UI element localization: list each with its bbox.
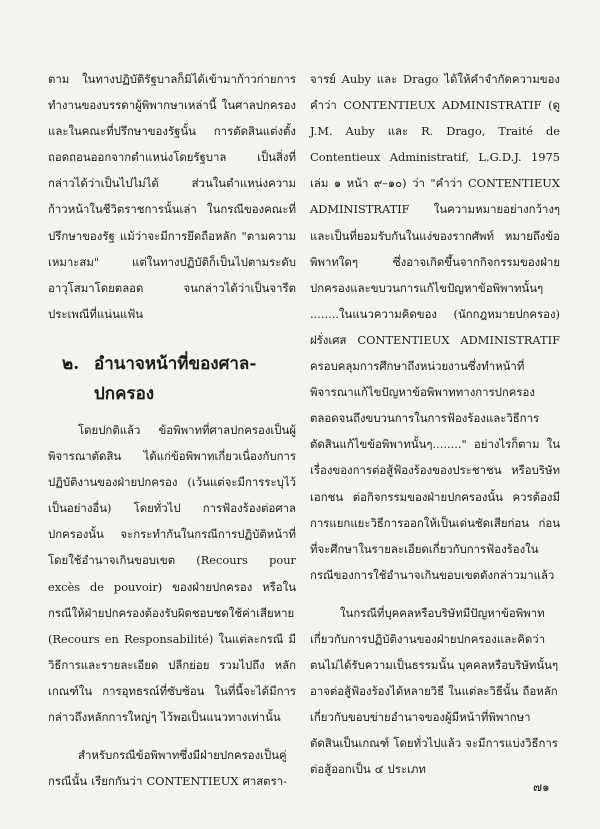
section-title-line1: อำนาจหน้าที่ของศาล-	[94, 353, 257, 374]
section-number: ๒.	[62, 353, 80, 374]
body-paragraph: จารย์ Auby และ Drago ได้ให้คำจำกัดความของคำว่า CONTENTIEUX ADMINISTRATIF (ดู J.M. Auby และ R. Drago, Traité de Contentieux Administratif, L.G.D.J. 1975 เล่ม ๑ หน้า ๙–๑๐) ว่า "คำว่า CONTENTIEUX ADMINISTRATIF ในความหมายอย่างกว้างๆ และเป็นที่ยอมรับกันในแง่ของรากศัพท์ หมายถึงข้อพิพาทใดๆ ซึ่งอาจเกิดขึ้นจากกิจกรรมของฝ่ายปกครองและขบวนการแก้ไขปัญหาข้อพิพาทนั้นๆ ........ในแนวความคิดของ (นักกฎหมายปกครอง) ฝรั่งเศส CONTENTIEUX ADMINISTRATIF ครอบคลุมการศึกษาถึงหน่วยงานซึ่งทำหน้าที่พิจารณาแก้ไขปัญหาข้อพิพาททางการปกครอง ตลอดจนถึงขบวนการในการฟ้องร้องและวิธีการตัดสินแก้ไขข้อพิพาทนั้นๆ........" อย่างไรก็ตาม ในเรื่องของการต่อสู้ฟ้องร้องของประชาชน หรือบริษัทเอกชน ต่อกิจกรรมของฝ่ายปกครองนั้น ควรต้องมีการแยกแยะวิธีการออกให้เป็นเด่นชัดเสียก่อน ก่อนที่จะศึกษาในรายละเอียดเกี่ยวกับการฟ้องร้องในกรณีของการใช้อำนาจเกินขอบเขตดังกล่าวมาแล้ว	[310, 72, 560, 582]
page-number: ๗๑	[533, 780, 550, 794]
body-paragraph: สำหรับกรณีข้อพิพาทซึ่งมีฝ่ายปกครองเป็นคู่กรณีนั้น เรียกกันว่า CONTENTIEUX ศาสตรา-	[48, 748, 287, 789]
right-column	[310, 66, 560, 783]
body-paragraph: ตาม ในทางปฏิบัติรัฐบาลก็มิได้เข้ามาก้าวก่ายการทำงานของบรรดาผู้พิพากษาเหล่านี้ ในศาลปกครองและในคณะที่ปรึกษาของรัฐนั้น การตัดสินแต่งตั้งถอดถอนออกจากตำแหน่งโดยรัฐบาล เป็นสิ่งที่กล่าวได้ว่าเป็นไปไม่ได้ ส่วนในตำแหน่งความก้าวหน้าในชีวิตราชการนั้นเล่า ในกรณีของคณะที่ปรึกษาของรัฐ แม้ว่าจะมีการยึดถือหลัก "ตามความเหมาะสม" แต่ในทางปฏิบัติก็เป็นไปตามระดับอาวุโสมาโดยตลอด จนกล่าวได้ว่าเป็นจารีตประเพณีที่แน่นแฟ้น	[48, 72, 296, 321]
left-column	[48, 66, 296, 794]
section-heading	[48, 349, 296, 409]
body-paragraph: โดยปกติแล้ว ข้อพิพาทที่ศาลปกครองเป็นผู้พิจารณาตัดสิน ได้แก่ข้อพิพาทเกี่ยวเนื่องกับการปฏิบัติงานของฝ่ายปกครอง (เว้นแต่จะมีการระบุไว้เป็นอย่างอื่น) โดยทั่วไป การฟ้องร้องต่อศาลปกครองนั้น จะกระทำกันในกรณีการปฏิบัติหน้าที่โดยใช้อำนาจเกินขอบเขต (Recours pour excès de pouvoir) ของฝ่ายปกครอง หรือในกรณีให้ฝ่ายปกครองต้องรับผิดชอบชดใช้ค่าเสียหาย (Recours en Responsabilité) ในแต่ละกรณี มีวิธีการและรายละเอียด ปลีกย่อย รวมไปถึง หลักเกณฑ์ใน การอุทธรณ์ที่ซับซ้อน ในที่นี้จะได้มีการกล่าวถึงหลักการใหญ่ๆ ไว้พอเป็นแนวทางเท่านั้น	[48, 422, 296, 724]
section-title-line2: ปกครอง	[94, 383, 155, 404]
body-paragraph: ในกรณีที่บุคคลหรือบริษัทมีปัญหาข้อพิพาทเกี่ยวกับการปฏิบัติงานของฝ่ายปกครองและคิดว่าตนไม่ได้รับความเป็นธรรมนั้น บุคคลหรือบริษัทนั้นๆ อาจต่อสู้ฟ้องร้องได้หลายวิธี ในแต่ละวิธีนั้น ถือหลักเกี่ยวกับขอบข่ายอำนาจของผู้มีหน้าที่พิพากษาตัดสินเป็นเกณฑ์ โดยทั่วไปแล้ว จะมีการแบ่งวิธีการต่อสู้ออกเป็น ๔ ประเภท	[310, 605, 559, 777]
